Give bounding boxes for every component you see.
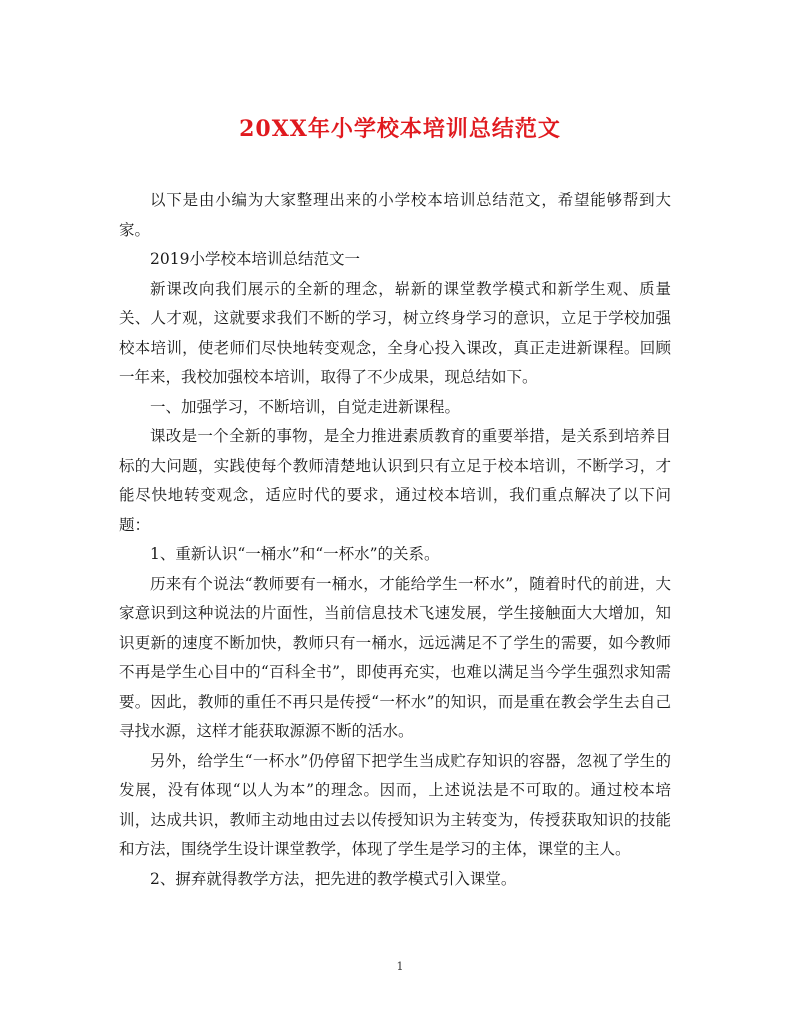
document-title: 20XX年小学校本培训总结范文 [239, 116, 561, 142]
paragraph-subtitle: 2019小学校本培训总结范文一 [150, 250, 360, 268]
paragraph: 新课改向我们展示的全新的理念，崭新的课堂教学模式和新学生观、质量关、人才观，这就要求我们不断的学习，树立终身学习的意识，立足于学校加强校本培训，使老师们尽快地转变观念，全身心投入课改，真正走进新课程。回顾一年来，我校加强校本培训，取得了不少成果，现总结如下。 [119, 279, 671, 386]
paragraph: 历来有个说法“教师要有一桶水，才能给学生一杯水”，随着时代的前进，大家意识到这种说法的片面性，当前信息技术飞速发展，学生接触面大大增加，知识更新的速度不断加快，教师只有一桶水，远远满足不了学生的需要，如今教师不再是学生心目中的“百科全书”，即使再充实，也难以满足当今学生强烈求知需要。因此，教师的重任不再只是传授“一杯水”的知识，而是重在教会学生去自己寻找水源，这样才能获取源源不断的活水。 [119, 574, 671, 740]
page-number: 1 [396, 960, 404, 973]
section-heading: 2、摒弃就得教学方法，把先进的教学模式引入课堂。 [150, 869, 517, 888]
document-body [119, 186, 671, 894]
paragraph-intro: 以下是由小编为大家整理出来的小学校本培训总结范文，希望能够帮到大家。 [119, 191, 671, 239]
paragraph: 另外，给学生“一杯水”仍停留下把学生当成贮存知识的容器，忽视了学生的发展，没有体现“以人为本”的理念。因而，上述说法是不可取的。通过校本培训，达成共识，教师主动地由过去以传授知识为主转变为，传授获取知识的技能和方法，围绕学生设计课堂教学，体现了学生是学习的主体，课堂的主人。 [119, 751, 671, 858]
section-heading: 一、加强学习，不断培训，自觉走进新课程。 [150, 397, 461, 416]
section-heading: 1、重新认识“一桶水”和“一杯水”的关系。 [150, 545, 440, 563]
paragraph: 课改是一个全新的事物，是全力推进素质教育的重要举措，是关系到培养目标的大问题，实践使每个教师清楚地认识到只有立足于校本培训，不断学习，才能尽快地转变观念，适应时代的要求，通过校本培训，我们重点解决了以下问题： [119, 427, 671, 534]
